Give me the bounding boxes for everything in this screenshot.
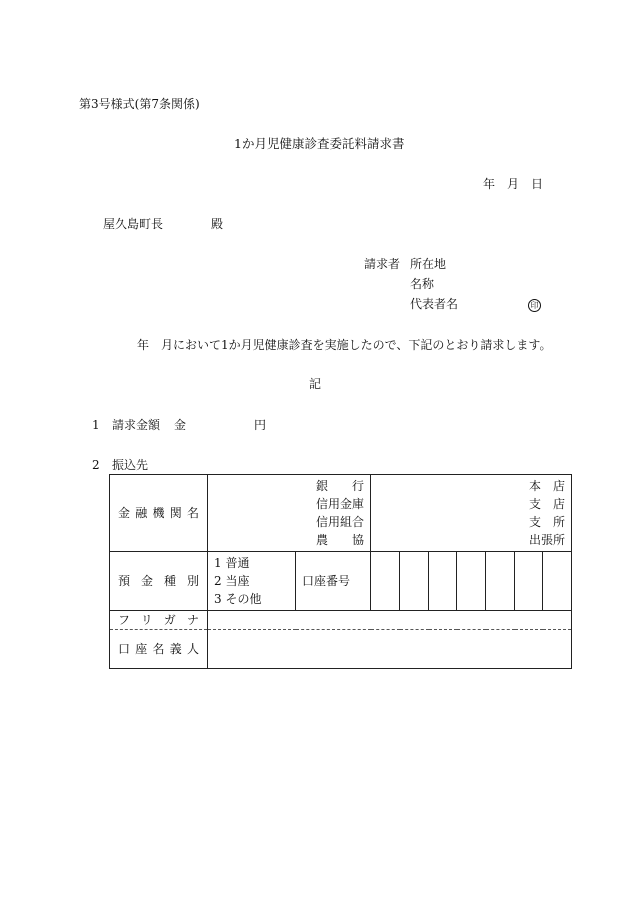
deposit-type-2: 3 その他	[214, 592, 262, 606]
bank-type-cell[interactable]	[208, 475, 371, 552]
item1-label: 請求金額	[112, 418, 161, 432]
account-digit-4[interactable]	[457, 552, 486, 611]
account-number-label: 口座番号	[296, 552, 371, 611]
representative-label: 代表者名	[410, 297, 459, 311]
furigana-field[interactable]	[208, 611, 572, 630]
body-text: 年 月において1か月児健康診査を実施したので、下記のとおり請求します。	[137, 338, 552, 352]
furigana-row	[110, 611, 572, 630]
branch-type-3: 出張所	[529, 533, 566, 547]
item1-number: 1	[92, 418, 100, 432]
deposit-row	[110, 552, 572, 611]
account-digit-1[interactable]	[371, 552, 400, 611]
deposit-type-cell[interactable]	[208, 552, 296, 611]
bank-type-1: 信用金庫	[316, 497, 365, 511]
account-digit-3[interactable]	[429, 552, 457, 611]
transfer-table	[109, 474, 572, 669]
item1-yen: 円	[254, 418, 267, 432]
holder-row	[110, 630, 572, 669]
item1-kin: 金	[174, 418, 187, 432]
date-line: 年 月 日	[483, 177, 544, 191]
document-title: 1か月児健康診査委託料請求書	[234, 136, 405, 151]
bank-type-3: 農協	[316, 533, 364, 547]
furigana-label: フリガナ	[110, 611, 208, 630]
address-label: 所在地	[410, 257, 447, 271]
seal-mark: 印	[528, 299, 541, 312]
addressee: 屋久島町長 殿	[103, 217, 224, 231]
deposit-label: 預金種別	[110, 552, 208, 611]
bank-label: 金融機関名	[110, 475, 208, 552]
account-digit-5[interactable]	[486, 552, 515, 611]
deposit-type-0: 1 普通	[214, 556, 250, 570]
bank-type-2: 信用組合	[316, 515, 365, 529]
item2-label: 振込先	[112, 458, 149, 472]
holder-label: 口座名義人	[110, 630, 208, 669]
deposit-type-1: 2 当座	[214, 574, 250, 588]
name-label: 名称	[410, 277, 435, 291]
bank-type-0: 銀行	[316, 479, 364, 493]
account-digit-2[interactable]	[400, 552, 429, 611]
ki-heading: 記	[309, 377, 322, 391]
account-digit-6[interactable]	[515, 552, 543, 611]
branch-type-0: 本店	[529, 479, 566, 493]
branch-type-cell[interactable]	[371, 475, 572, 552]
branch-type-2: 支所	[529, 515, 566, 529]
requester-label: 請求者	[364, 257, 401, 271]
branch-type-1: 支店	[529, 497, 566, 511]
bank-row	[110, 475, 572, 552]
holder-field[interactable]	[208, 630, 572, 669]
item2-number: 2	[92, 458, 100, 472]
account-digit-7[interactable]	[543, 552, 572, 611]
form-id: 第3号様式(第7条関係)	[79, 97, 200, 111]
